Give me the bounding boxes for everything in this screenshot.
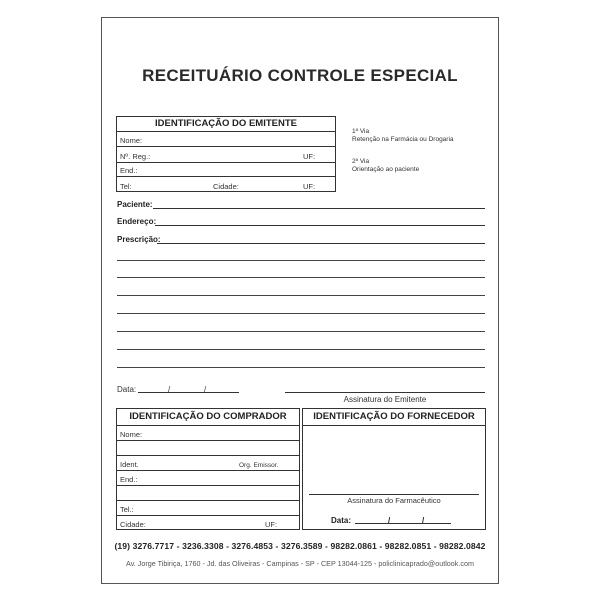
endereco-label: Endereço:: [117, 217, 157, 226]
comprador-cidade-label: Cidade:: [120, 520, 146, 529]
form-title: RECEITUÁRIO CONTROLE ESPECIAL: [142, 66, 458, 85]
endereco-field[interactable]: [117, 215, 485, 227]
paciente-label: Paciente:: [117, 200, 153, 209]
comprador-box: [116, 408, 300, 530]
emitente-end-label: End.:: [120, 166, 138, 175]
data-fornecedor-sep1: /: [388, 516, 391, 525]
footer-phones: (19) 3276.7717 - 3236.3308 - 3276.4853 - 3276.3589 - 98282.0861 - 98282.0851 - 98282.0842: [114, 541, 486, 551]
prescription-line[interactable]: [117, 349, 485, 350]
comprador-nome-label: Nome:: [120, 430, 143, 439]
emitente-reg-label: Nº. Reg.:: [120, 152, 151, 161]
emitente-box: [116, 116, 336, 192]
emitente-tel-label: Tel:: [120, 182, 132, 191]
data-fornecedor-sep2: /: [422, 516, 425, 525]
prescription-line[interactable]: [117, 313, 485, 314]
prescricao-label: Prescrição:: [117, 235, 161, 244]
comprador-nome-row[interactable]: [117, 426, 299, 441]
assinatura-emitente-label: Assinatura do Emitente: [343, 395, 427, 404]
comprador-blank-row[interactable]: [117, 441, 299, 456]
prescricao-underline: [157, 243, 485, 244]
via-1-info: [352, 128, 454, 144]
prescription-line[interactable]: [117, 295, 485, 296]
emitente-cidade-label: Cidade:: [213, 182, 239, 191]
data-fornecedor-label: Data:: [331, 516, 352, 525]
endereco-underline: [155, 225, 485, 226]
comprador-ident-row[interactable]: [117, 456, 299, 471]
data-emitente-label: Data:: [117, 385, 137, 394]
data-emitente[interactable]: [117, 382, 247, 394]
emitente-uf2-label: UF:: [303, 182, 316, 191]
emitente-nome-row[interactable]: [117, 132, 335, 147]
comprador-tel-label: Tel.:: [120, 505, 134, 514]
prescription-line[interactable]: [117, 367, 485, 368]
via-1-title: 1ª Via: [352, 128, 370, 135]
assinatura-farmaceutico-label: Assinatura do Farmacêutico: [347, 496, 441, 505]
comprador-end-row[interactable]: [117, 471, 299, 486]
paciente-field[interactable]: [117, 198, 485, 210]
data-emitente-sep1: /: [168, 385, 171, 394]
via-2-title: 2ª Via: [352, 158, 370, 165]
via-1-desc: Retenção na Farmácia ou Drogaria: [352, 136, 454, 143]
prescription-line[interactable]: [117, 331, 485, 332]
data-fornecedor-underline: [355, 523, 451, 524]
prescription-sheet: [101, 17, 499, 584]
comprador-uf-label: UF:: [265, 520, 278, 529]
prescricao-field[interactable]: [117, 233, 485, 245]
comprador-ident-label: Ident.: [120, 460, 139, 469]
emitente-reg-row[interactable]: [117, 147, 335, 163]
emitente-uf-label: UF:: [303, 152, 316, 161]
comprador-org-label: Org. Emissor.: [239, 462, 279, 469]
via-2-desc: Orientação ao paciente: [352, 166, 420, 173]
assinatura-emitente-line[interactable]: [285, 392, 485, 393]
prescription-line[interactable]: [117, 260, 485, 261]
comprador-end-label: End.:: [120, 475, 138, 484]
data-fornecedor[interactable]: [331, 513, 456, 525]
comprador-tel-row[interactable]: [117, 501, 299, 516]
data-emitente-underline: [138, 392, 239, 393]
comprador-cidade-row[interactable]: [117, 516, 299, 530]
footer-address: Av. Jorge Tibiriça, 1760 - Jd. das Oliveiras - Campinas - SP - CEP 13044-125 - policlinicaprado@outlook.com: [126, 559, 474, 568]
via-2-info: [352, 158, 419, 174]
assinatura-farmaceutico-line[interactable]: [309, 494, 479, 495]
paciente-underline: [153, 208, 485, 209]
fornecedor-box: [302, 408, 486, 530]
emitente-tel-row[interactable]: [117, 177, 335, 192]
prescription-line[interactable]: [117, 277, 485, 278]
emitente-heading: IDENTIFICAÇÃO DO EMITENTE: [117, 117, 335, 132]
data-emitente-sep2: /: [204, 385, 207, 394]
emitente-end-row[interactable]: [117, 163, 335, 177]
comprador-heading: IDENTIFICAÇÃO DO COMPRADOR: [117, 409, 299, 426]
comprador-blank-row-2[interactable]: [117, 486, 299, 501]
fornecedor-heading: IDENTIFICAÇÃO DO FORNECEDOR: [303, 409, 485, 426]
emitente-nome-label: Nome:: [120, 136, 143, 145]
